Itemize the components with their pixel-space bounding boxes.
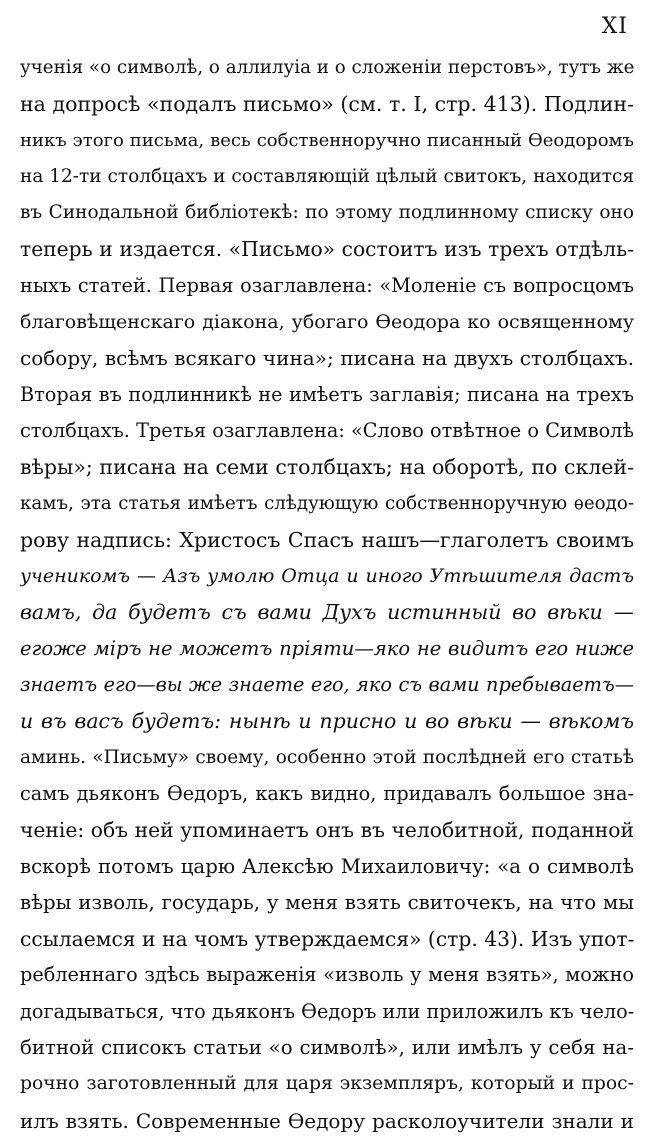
- text-line: камъ, эта статья имѣетъ слѣдующую собственноручную ѳеодо-: [20, 492, 634, 514]
- text-line: никъ этого письма, весь собственноручно писанный Ѳеодоромъ: [20, 129, 634, 151]
- text-line: ученія «о символѣ, о аллилуіа и о сложеніи перстовъ», тутъ же: [20, 57, 634, 78]
- text-line: аминь. «Письму» своему, особенно этой послѣдней его статьѣ: [20, 746, 634, 768]
- text-line: самъ дьяконъ Ѳедоръ, какъ видно, придавалъ большое зна-: [20, 781, 634, 805]
- text-line: на допросѣ «подалъ письмо» (см. т. I, стр. 413). Подлин-: [20, 92, 634, 117]
- text-line: въ Синодальной библіотекѣ: по этому подлинному списку оно: [20, 202, 634, 224]
- text-line: догадываться, что дьяконъ Ѳедоръ или приложилъ къ чело-: [20, 999, 634, 1023]
- text-line-italic: егоже міръ не можетъ пріяти—яко не видитъ его ниже: [20, 636, 634, 660]
- text-line: рочно заготовленный для царя экземпляръ, который и прос-: [20, 1073, 634, 1095]
- text-line: вѣры»; писана на семи столбцахъ; на оборотѣ, по склей-: [20, 455, 634, 480]
- text-line: вскорѣ потомъ царю Алексѣю Михаиловичу: «а о символѣ: [20, 854, 634, 878]
- text-line-italic: вамъ, да будетъ съ вами Духъ истинный во вѣки —: [20, 600, 634, 625]
- text-line: илъ взять. Современные Ѳедору расколоучители знали и: [20, 1108, 634, 1133]
- page-number: XI: [601, 14, 628, 39]
- body-text: [20, 50, 634, 1139]
- text-line-italic: и въ васъ будетъ: нынѣ и присно и во вѣки — вѣкомъ: [20, 709, 634, 734]
- text-line: битной списокъ статьи «о символѣ», или имѣлъ у себя на-: [20, 1036, 634, 1060]
- text-line: ченіе: объ ней упоминаетъ онъ въ челобитной, поданной: [20, 818, 634, 843]
- text-line: теперь и издается. «Письмо» состоитъ изъ трехъ отдѣль-: [20, 237, 634, 262]
- text-line: ребленнаго здѣсь выраженія «изволь у меня взять», можно: [20, 963, 634, 987]
- text-line: на 12-ти столбцахъ и составляющій цѣлый свитокъ, находится: [20, 165, 634, 187]
- text-line: ссылаемся и на чомъ утверждаемся» (стр. 43). Изъ упот-: [20, 927, 634, 952]
- text-line: ныхъ статей. Первая озаглавлена: «Моленіе съ вопросцомъ: [20, 273, 634, 297]
- text-line-italic: ученикомъ — Азъ умолю Отца и иного Утѣшителя дастъ: [20, 565, 634, 588]
- text-line-italic: знаетъ его—вы же знаете его, яко съ вами пребываетъ—: [20, 673, 634, 697]
- text-line: столбцахъ. Третья озаглавлена: «Слово отвѣтное о Символѣ: [20, 418, 634, 442]
- text-line: благовѣщенскаго діакона, убогаго Ѳеодора ко освященному: [20, 311, 634, 334]
- text-line: собору, всѣмъ всякаго чина»; писана на двухъ столбцахъ.: [20, 346, 634, 371]
- text-line: рову надпись: Христосъ Спасъ нашъ—глаголетъ своимъ: [20, 527, 634, 552]
- text-line: Вторая въ подлинникѣ не имѣетъ заглавія; писана на трехъ: [20, 382, 634, 406]
- text-line: вѣры изволь, государь, у меня взять свиточекъ, на что мы: [20, 890, 634, 914]
